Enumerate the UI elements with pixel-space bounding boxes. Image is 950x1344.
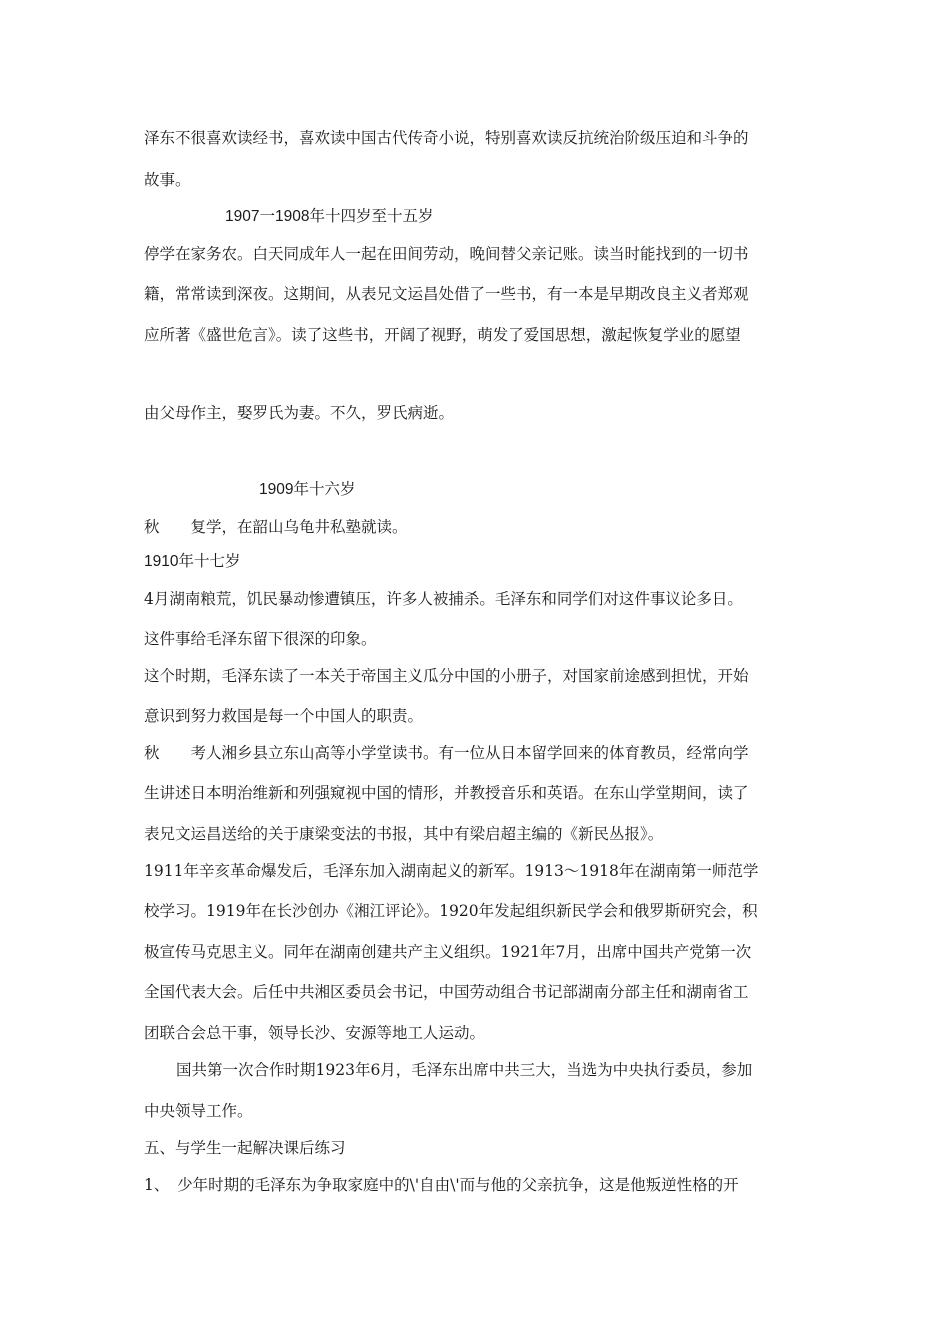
- text-line: 秋 考人湘乡县立东山高等小学堂读书。有一位从日本留学回来的体育教员，经常向学: [144, 744, 749, 762]
- section-heading-1909: 1909年十六岁: [259, 481, 356, 498]
- text-line: 由父母作主，娶罗氏为妻。不久，罗氏病逝。: [144, 404, 455, 422]
- text-line: 应所著《盛世危言》。读了这些书，开阔了视野，萌发了爱国思想，激起恢复学业的愿望: [144, 326, 741, 344]
- text-line: 这件事给毛泽东留下很深的印象。: [144, 630, 377, 648]
- text-line: 生讲述日本明治维新和列强窥视中国的情形，并教授音乐和英语。在东山学堂期间，读了: [144, 784, 749, 802]
- text-line: 国共第一次合作时期1923年6月，毛泽东出席中共三大，当选为中央执行委员，参加: [176, 1061, 753, 1079]
- text-line: 1911年辛亥革命爆发后，毛泽东加入湖南起义的新军。1913～1918年在湖南第一师范学: [144, 862, 759, 880]
- text-line: 极宣传马克思主义。同年在湖南创建共产主义组织。1921年7月，出席中国共产党第一次: [144, 943, 752, 961]
- section-heading-1907: 1907一1908年十四岁至十五岁: [225, 208, 434, 225]
- text-line: 4月湖南粮荒，饥民暴动惨遭镇压，许多人被捕杀。毛泽东和同学们对这件事议论多日。: [144, 590, 743, 608]
- text-line: 表兄文运昌送给的关于康梁变法的书报，其中有梁启超主编的《新民丛报》。: [144, 825, 664, 843]
- text-line: 秋 复学，在韶山乌龟井私塾就读。: [144, 518, 408, 536]
- text-line: 全国代表大会。后任中共湘区委员会书记，中国劳动组合书记部湖南分部主任和湖南省工: [144, 983, 749, 1001]
- text-line: 意识到努力救国是每一个中国人的职责。: [144, 707, 424, 725]
- section-heading-exercises: 五、与学生一起解决课后练习: [144, 1139, 346, 1157]
- text-line: 籍，常常读到深夜。这期间，从表兄文运昌处借了一些书，有一本是早期改良主义者郑观: [144, 285, 749, 303]
- text-line: 中央领导工作。: [144, 1102, 253, 1120]
- text-line: 团联合会总干事，领导长沙、安源等地工人运动。: [144, 1024, 486, 1042]
- section-heading-1910: 1910年十七岁: [144, 553, 241, 570]
- text-line: 这个时期，毛泽东读了一本关于帝国主义瓜分中国的小册子，对国家前途感到担忧，开始: [144, 667, 749, 685]
- text-line: 泽东不很喜欢读经书，喜欢读中国古代传奇小说，特别喜欢读反抗统治阶级压迫和斗争的: [144, 129, 749, 147]
- text-line: 停学在家务农。白天同成年人一起在田间劳动，晚间替父亲记账。读当时能找到的一切书: [144, 245, 749, 263]
- text-line: 校学习。1919年在长沙创办《湘江评论》。1920年发起组织新民学会和俄罗斯研究会，积: [144, 902, 758, 920]
- text-line: 故事。: [144, 171, 191, 189]
- exercise-item: 1、 少年时期的毛泽东为争取家庭中的\'自由\'而与他的父亲抗争，这是他叛逆性格的开: [144, 1176, 739, 1194]
